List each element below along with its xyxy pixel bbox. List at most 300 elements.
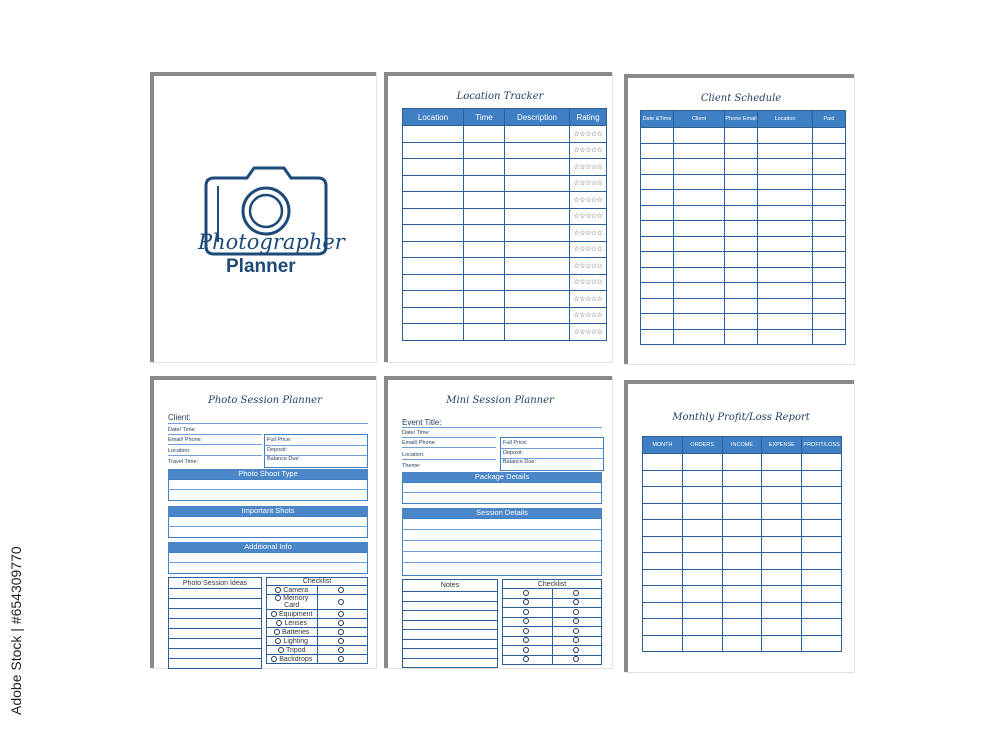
checklist-label (267, 586, 318, 595)
table-cell (641, 221, 674, 237)
circle-icon (338, 629, 344, 635)
circle-icon (523, 618, 529, 624)
table-cell (674, 267, 725, 283)
field-email: Email/ Phone: (402, 440, 437, 446)
table-cell (641, 267, 674, 283)
table-cell (682, 553, 722, 570)
table-cell (674, 221, 725, 237)
column-header: INCOME (722, 437, 762, 454)
table-cell (464, 291, 505, 308)
circle-icon (338, 587, 344, 593)
table-cell (813, 329, 846, 345)
table-cell (570, 291, 607, 308)
table-row (641, 314, 846, 330)
table-cell (813, 205, 846, 221)
table-cell (813, 190, 846, 206)
table-row (643, 454, 842, 471)
table-row (403, 611, 498, 621)
cover-page (150, 72, 376, 362)
notes-table (402, 579, 498, 668)
table-cell (403, 258, 464, 275)
table-cell (643, 487, 683, 504)
field-balance: Balance Due: (503, 459, 537, 465)
table-cell (682, 470, 722, 487)
table-cell (725, 298, 758, 314)
table-cell (643, 569, 683, 586)
table-cell (762, 569, 802, 586)
table-cell (464, 159, 505, 176)
location-table (402, 108, 607, 341)
table-cell (802, 602, 842, 619)
table-cell (570, 258, 607, 275)
checklist-item (503, 608, 602, 618)
checklist-text: Memory Card (283, 595, 309, 609)
table-cell (403, 307, 464, 324)
table-cell (758, 174, 813, 190)
table-cell (802, 454, 842, 471)
table-cell (722, 487, 762, 504)
checkbox-cell (503, 627, 553, 637)
column-header: Date &Time (641, 111, 674, 128)
table-row (403, 580, 498, 592)
table-cell (758, 314, 813, 330)
table-cell (674, 329, 725, 345)
table-cell (403, 142, 464, 159)
table-row (403, 241, 607, 258)
checklist-item (503, 627, 602, 637)
table-cell (722, 470, 762, 487)
table-cell (725, 329, 758, 345)
table-row (403, 601, 498, 611)
table-cell (643, 536, 683, 553)
table-row (169, 609, 262, 619)
table-cell (643, 586, 683, 603)
circle-icon (338, 611, 344, 617)
table-cell (762, 520, 802, 537)
table-row (641, 252, 846, 268)
rating-stars: ☆☆☆☆☆ (573, 328, 603, 336)
field-date: Date/ Time: (168, 427, 197, 433)
table-row (267, 578, 368, 586)
table-cell (682, 454, 722, 471)
table-cell (762, 602, 802, 619)
circle-icon (338, 638, 344, 644)
table-cell (725, 128, 758, 144)
table-cell (641, 205, 674, 221)
checkbox-cell (503, 598, 553, 608)
table-cell (403, 291, 464, 308)
table-cell (570, 274, 607, 291)
table-cell (643, 454, 683, 471)
table-row (643, 569, 842, 586)
checkbox-cell (317, 646, 368, 655)
checkbox-cell (552, 655, 602, 665)
table-cell (682, 536, 722, 553)
circle-icon (523, 647, 529, 653)
table-cell (674, 128, 725, 144)
table-cell (802, 619, 842, 636)
table-cell (722, 619, 762, 636)
table-cell (802, 520, 842, 537)
table-cell (570, 175, 607, 192)
checklist-text: Camera (283, 586, 309, 594)
circle-icon (523, 590, 529, 596)
circle-icon (278, 647, 284, 653)
section-shoot-type: Photo Shoot Type (168, 469, 368, 479)
table-row (403, 639, 498, 649)
table-cell (403, 126, 464, 143)
table-cell (674, 252, 725, 268)
table-cell (403, 192, 464, 209)
location-tracker-page (384, 72, 612, 362)
table-cell (725, 236, 758, 252)
circle-icon (271, 656, 277, 662)
table-cell (758, 283, 813, 299)
checklist-label (267, 595, 318, 610)
cover-title-script: Photographer (198, 230, 345, 254)
table-cell (674, 205, 725, 221)
table-cell (643, 619, 683, 636)
circle-icon (573, 628, 579, 634)
stock-id (8, 515, 30, 715)
table-row (403, 649, 498, 659)
rating-stars: ☆☆☆☆☆ (573, 213, 603, 221)
table-cell (641, 143, 674, 159)
table-row (643, 635, 842, 652)
profit-loss-page (624, 380, 854, 672)
checklist-item (267, 610, 368, 619)
table-cell (641, 283, 674, 299)
client-table (640, 110, 846, 345)
checkbox-cell (552, 589, 602, 599)
field-location: Location: (168, 448, 191, 454)
ideas-table (168, 577, 262, 669)
table-cell (403, 649, 498, 659)
table-cell (802, 536, 842, 553)
table-row (403, 658, 498, 668)
table-cell (464, 225, 505, 242)
table-cell (403, 208, 464, 225)
table-cell (641, 252, 674, 268)
table-cell (464, 324, 505, 341)
table-row (641, 236, 846, 252)
circle-icon (523, 637, 529, 643)
table-cell (813, 128, 846, 144)
table-cell (464, 126, 505, 143)
table-cell (464, 241, 505, 258)
table-row (169, 599, 262, 609)
table-cell (725, 159, 758, 175)
table-cell (802, 553, 842, 570)
table-cell (505, 126, 570, 143)
table-row (641, 329, 846, 345)
checklist-item (267, 637, 368, 646)
table-row (403, 159, 607, 176)
table-cell (643, 553, 683, 570)
table-cell (570, 142, 607, 159)
client-label: Client: (168, 413, 191, 422)
table-row (169, 578, 262, 589)
table-cell (725, 143, 758, 159)
table-row (643, 536, 842, 553)
table-row (643, 586, 842, 603)
table-cell (762, 553, 802, 570)
table-cell (643, 503, 683, 520)
table-cell (813, 159, 846, 175)
table-cell (570, 208, 607, 225)
table-cell (762, 470, 802, 487)
rating-stars: ☆☆☆☆☆ (573, 180, 603, 188)
checklist-item (267, 619, 368, 628)
column-header: PROFIT/LOSS (802, 437, 842, 454)
table-cell (758, 128, 813, 144)
table-cell (725, 314, 758, 330)
checklist-item (503, 589, 602, 599)
table-row (641, 283, 846, 299)
field-email: Email/ Phone: (168, 437, 203, 443)
field-price: Full Price: (267, 437, 292, 443)
checkbox-cell (552, 608, 602, 618)
table-cell (505, 175, 570, 192)
circle-icon (573, 609, 579, 615)
table-cell (464, 307, 505, 324)
field-theme: Theme: (402, 463, 421, 469)
section-session: Session Details (402, 508, 602, 518)
table-cell (725, 283, 758, 299)
checklist-label (267, 655, 318, 664)
checklist-item (267, 628, 368, 637)
checkbox-cell (503, 655, 553, 665)
table-cell (762, 619, 802, 636)
table-cell (725, 267, 758, 283)
table-cell (725, 190, 758, 206)
table-row (641, 174, 846, 190)
table-row (403, 592, 498, 602)
checkbox-cell (317, 655, 368, 664)
table-cell (505, 258, 570, 275)
circle-icon (271, 611, 277, 617)
table-cell (505, 192, 570, 209)
table-row (403, 324, 607, 341)
table-cell (403, 241, 464, 258)
table-cell (169, 659, 262, 669)
checkbox-cell (317, 628, 368, 637)
table-cell (169, 599, 262, 609)
table-cell (464, 192, 505, 209)
table-row (403, 192, 607, 209)
checkbox-cell (552, 617, 602, 627)
table-cell (802, 487, 842, 504)
table-row (169, 619, 262, 629)
checklist-text: Tripod (285, 646, 306, 654)
checkbox-cell (503, 608, 553, 618)
table-row (169, 639, 262, 649)
table-cell (403, 611, 498, 621)
table-row (403, 126, 607, 143)
rating-stars: ☆☆☆☆☆ (573, 147, 603, 155)
rating-stars: ☆☆☆☆☆ (573, 262, 603, 270)
checklist-item (267, 595, 368, 610)
table-cell (403, 159, 464, 176)
table-row (169, 659, 262, 669)
field-deposit: Deposit: (503, 450, 524, 456)
rating-stars: ☆☆☆☆☆ (573, 163, 603, 171)
table-cell (674, 298, 725, 314)
table-row (403, 258, 607, 275)
table-cell (674, 314, 725, 330)
table-cell (169, 629, 262, 639)
table-cell (758, 190, 813, 206)
table-cell (641, 190, 674, 206)
table-row (403, 274, 607, 291)
table-row (641, 267, 846, 283)
checkbox-cell (552, 598, 602, 608)
table-cell (758, 143, 813, 159)
table-cell (505, 274, 570, 291)
table-cell (762, 487, 802, 504)
checklist-item (267, 646, 368, 655)
checklist-text: Batteries (281, 628, 310, 636)
circle-icon (523, 628, 529, 634)
checklist-text: Backdrops (279, 655, 313, 663)
table-cell (169, 649, 262, 659)
checklist-label (267, 628, 318, 637)
checklist-item (503, 598, 602, 608)
checklist-label (267, 619, 318, 628)
table-row (641, 205, 846, 221)
table-cell (674, 190, 725, 206)
table-cell (505, 324, 570, 341)
notes-header: Notes (403, 580, 498, 592)
circle-icon (573, 647, 579, 653)
table-cell (813, 252, 846, 268)
page-title: Photo Session Planner (208, 395, 322, 406)
table-cell (682, 602, 722, 619)
table-cell (758, 252, 813, 268)
table-cell (722, 586, 762, 603)
photo-session-page (150, 376, 376, 668)
checklist-label (267, 646, 318, 655)
table-cell (725, 174, 758, 190)
table-cell (813, 221, 846, 237)
table-cell (722, 503, 762, 520)
table-cell (722, 454, 762, 471)
table-cell (682, 503, 722, 520)
table-cell (505, 142, 570, 159)
table-row (641, 143, 846, 159)
table-cell (674, 236, 725, 252)
section-additional-info: Additional Info (168, 542, 368, 552)
checklist-item (267, 655, 368, 664)
table-cell (725, 205, 758, 221)
table-cell (802, 503, 842, 520)
table-cell (464, 175, 505, 192)
table-cell (403, 630, 498, 640)
profit-loss-table (642, 436, 842, 652)
circle-icon (523, 609, 529, 615)
table-cell (758, 205, 813, 221)
circle-icon (276, 620, 282, 626)
table-cell (169, 609, 262, 619)
table-cell (725, 252, 758, 268)
table-cell (403, 601, 498, 611)
checkbox-cell (503, 636, 553, 646)
column-header: EXPENSE (762, 437, 802, 454)
event-label: Event Title: (402, 418, 442, 427)
table-cell (758, 298, 813, 314)
checklist-text: Lenses (284, 619, 308, 627)
table-cell (722, 635, 762, 652)
table-cell (403, 274, 464, 291)
table-cell (762, 454, 802, 471)
table-cell (403, 225, 464, 242)
table-row (643, 619, 842, 636)
checkbox-cell (503, 617, 553, 627)
table-cell (641, 314, 674, 330)
table-cell (570, 192, 607, 209)
table-cell (403, 175, 464, 192)
table-cell (762, 503, 802, 520)
circle-icon (523, 599, 529, 605)
checkbox-cell (317, 586, 368, 595)
table-cell (813, 283, 846, 299)
page-title: Location Tracker (456, 91, 544, 102)
page-title: Client Schedule (700, 93, 782, 104)
table-row (643, 553, 842, 570)
table-row (403, 630, 498, 640)
table-row (641, 190, 846, 206)
table-cell (758, 267, 813, 283)
table-cell (403, 592, 498, 602)
table-row (643, 470, 842, 487)
circle-icon (275, 595, 281, 601)
checklist-text: Lighting (283, 637, 309, 645)
table-cell (722, 553, 762, 570)
checkbox-cell (317, 619, 368, 628)
checklist-label (267, 610, 318, 619)
table-cell (641, 236, 674, 252)
column-header: Paid (813, 111, 846, 128)
table-cell (505, 291, 570, 308)
table-cell (464, 258, 505, 275)
circle-icon (573, 599, 579, 605)
table-cell (802, 569, 842, 586)
circle-icon (573, 656, 579, 662)
table-cell (641, 329, 674, 345)
checklist-table (502, 579, 602, 665)
table-cell (505, 241, 570, 258)
field-location: Location: (402, 452, 425, 458)
table-cell (682, 487, 722, 504)
table-row (643, 487, 842, 504)
table-cell (682, 520, 722, 537)
checkbox-cell (317, 610, 368, 619)
checklist-item (267, 586, 368, 595)
table-cell (570, 307, 607, 324)
checklist-table (266, 577, 368, 664)
field-price: Full Price: (503, 440, 528, 446)
table-cell (682, 635, 722, 652)
checkbox-cell (552, 636, 602, 646)
column-header: Location (758, 111, 813, 128)
table-cell (641, 298, 674, 314)
table-cell (802, 470, 842, 487)
table-cell (464, 208, 505, 225)
checklist-item (503, 655, 602, 665)
table-row (403, 225, 607, 242)
column-header: Location (403, 109, 464, 126)
table-cell (682, 569, 722, 586)
